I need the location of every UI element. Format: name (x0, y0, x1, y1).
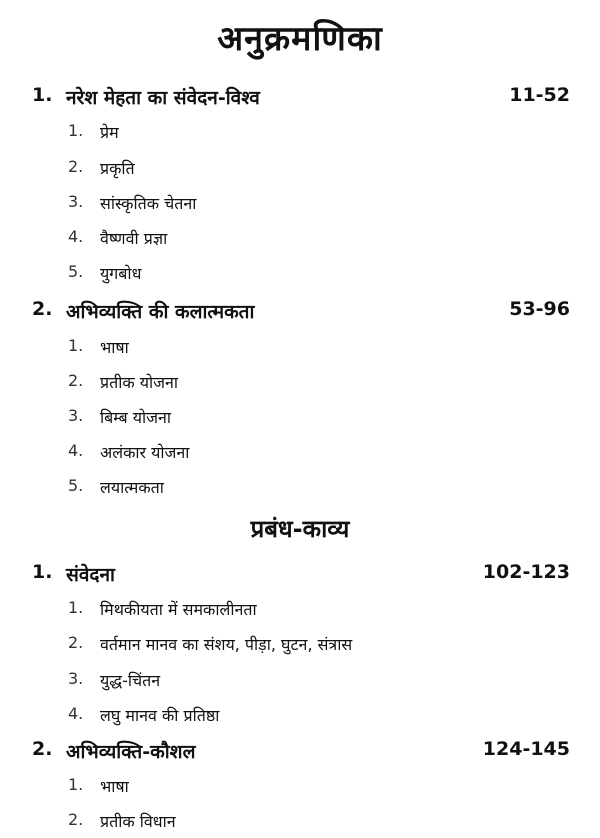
list-item (68, 192, 548, 220)
item-label: युद्ध-चिंतन (100, 671, 161, 690)
item-number: 3. (68, 192, 84, 211)
section-heading: प्रबंध-काव्य (250, 515, 350, 543)
list-item (68, 669, 548, 697)
item-label: युगबोध (100, 264, 142, 283)
list-item (68, 704, 548, 732)
item-label: भाषा (100, 338, 129, 357)
item-number: 5. (68, 262, 84, 281)
chapter-1 (32, 84, 570, 116)
item-label: लघु मानव की प्रतिष्ठा (100, 706, 220, 725)
chapter-number: 2. (32, 738, 53, 760)
item-label: अलंकार योजना (100, 443, 190, 462)
list-item (68, 121, 548, 149)
item-number: 2. (68, 633, 84, 652)
item-number: 1. (68, 336, 84, 355)
item-label: वर्तमान मानव का संशय, पीड़ा, घुटन, संत्रास (100, 635, 353, 654)
chapter-pages: 11-52 (509, 84, 570, 106)
item-label: सांस्कृतिक चेतना (100, 194, 197, 213)
item-label: प्रेम (100, 123, 119, 142)
list-item (68, 406, 548, 434)
chapter-number: 1. (32, 561, 53, 583)
item-number: 1. (68, 775, 84, 794)
item-number: 5. (68, 476, 84, 495)
item-number: 4. (68, 704, 84, 723)
item-number: 4. (68, 441, 84, 460)
item-label: लयात्मकता (100, 478, 164, 497)
chapter-2 (32, 738, 570, 770)
chapter-number: 2. (32, 298, 53, 320)
item-label: बिम्ब योजना (100, 408, 172, 427)
list-item (68, 227, 548, 255)
chapter-title: संवेदना (66, 564, 115, 586)
item-label: प्रकृति (100, 159, 135, 178)
chapter-title: अभिव्यक्ति की कलात्मकता (66, 301, 255, 323)
list-item (68, 262, 548, 290)
chapter-pages: 102-123 (482, 561, 570, 583)
chapter-1 (32, 561, 570, 593)
item-number: 2. (68, 157, 84, 176)
item-number: 2. (68, 371, 84, 390)
list-item (68, 598, 548, 626)
item-label: वैष्णवी प्रज्ञा (100, 229, 168, 248)
item-number: 1. (68, 121, 84, 140)
item-label: मिथकीयता में समकालीनता (100, 600, 257, 619)
list-item (68, 633, 548, 661)
item-number: 2. (68, 810, 84, 829)
item-number: 3. (68, 669, 84, 688)
chapter-title: नरेश मेहता का संवेदन-विश्व (66, 87, 260, 109)
chapter-number: 1. (32, 84, 53, 106)
list-item (68, 810, 548, 838)
item-number: 4. (68, 227, 84, 246)
list-item (68, 336, 548, 364)
item-number: 1. (68, 598, 84, 617)
chapter-pages: 53-96 (509, 298, 570, 320)
item-label: प्रतीक योजना (100, 373, 179, 392)
page-title: अनुक्रमणिका (217, 19, 383, 59)
item-number: 3. (68, 406, 84, 425)
item-label: भाषा (100, 777, 129, 796)
list-item (68, 476, 548, 504)
list-item (68, 775, 548, 803)
chapter-2 (32, 298, 570, 330)
list-item (68, 157, 548, 185)
chapter-pages: 124-145 (482, 738, 570, 760)
list-item (68, 371, 548, 399)
item-label: प्रतीक विधान (100, 812, 176, 831)
chapter-title: अभिव्यक्ति-कौशल (66, 741, 196, 763)
list-item (68, 441, 548, 469)
